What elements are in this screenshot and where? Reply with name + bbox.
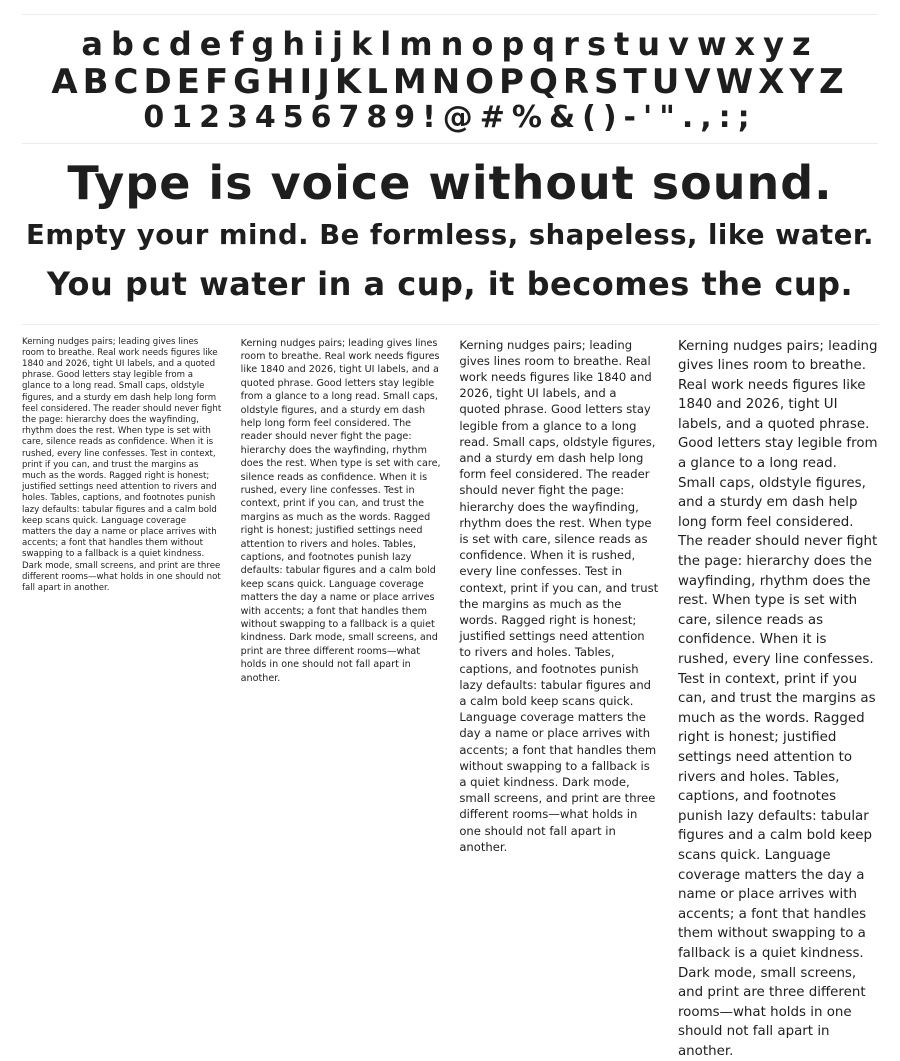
body-sample-smallest: Kerning nudges pairs; leading gives lines room to breathe. Real work needs figures like 1840 and 2026, tight UI labels, and a quoted phrase. Good letters stay legible from a glance to a long read. Small caps, oldstyle figures, and a sturdy em dash help long form feel considered. The reader should never fight the page: hierarchy does the wayfinding, rhythm does the rest. When type is set with care, silence reads as confidence. When it is rushed, every line confesses. Test in context, print if you can, and trust the margins as much as the words. Ragged right is honest; justified settings need attention to rivers and holes. Tables, captions, and footnotes punish lazy defaults: tabular figures and a calm bold keep scans quick. Language coverage matters the day a name or place arrives with accents; a font that handles them without swapping to a fallback is a quiet kindness. Dark mode, small screens, and print are three different rooms—what holds in one should not fall apart in another. <box>22 336 222 593</box>
uppercase-alphabet: ABCDEFGHIJKLMNOPQRSTUVWXYZ <box>51 61 849 102</box>
text-size-waterfall <box>22 325 878 1059</box>
body-sample-small: Kerning nudges pairs; leading gives lines room to breathe. Real work needs figures like 1840 and 2026, tight UI labels, and a quoted phrase. Good letters stay legible from a glance to a long read. Small caps, oldstyle figures, and a sturdy em dash help long form feel considered. The reader should never fight the page: hierarchy does the wayfinding, rhythm does the rest. When type is set with care, silence reads as confidence. When it is rushed, every line confesses. Test in context, print if you can, and trust the margins as much as the words. Ragged right is honest; justified settings need attention to rivers and holes. Tables, captions, and footnotes punish lazy defaults: tabular figures and a calm bold keep scans quick. Language coverage matters the day a name or place arrives with accents; a font that handles them without swapping to a fallback is a quiet kindness. Dark mode, small screens, and print are three different rooms—what holds in one should not fall apart in another. <box>240 337 441 684</box>
glyph-set <box>22 15 878 143</box>
body-sample-medium: Kerning nudges pairs; leading gives lines room to breathe. Real work needs figures like 1840 and 2026, tight UI labels, and a quoted phrase. Good letters stay legible from a glance to a long read. Small caps, oldstyle figures, and a sturdy em dash help long form feel considered. The reader should never fight the page: hierarchy does the wayfinding, rhythm does the rest. When type is set with care, silence reads as confidence. When it is rushed, every line confesses. Test in context, print if you can, and trust the margins as much as the words. Ragged right is honest; justified settings need attention to rivers and holes. Tables, captions, and footnotes punish lazy defaults: tabular figures and a calm bold keep scans quick. Language coverage matters the day a name or place arrives with accents; a font that handles them without swapping to a fallback is a quiet kindness. Dark mode, small screens, and print are three different rooms—what holds in one should not fall apart in another. <box>459 337 659 854</box>
display-sample <box>22 144 878 324</box>
display-headline: Type is voice without sound. <box>67 155 833 210</box>
figures-and-punctuation: 0123456789!@#%&()-'".,:; <box>143 99 757 135</box>
lowercase-alphabet: abcdefghijklmnopqrstuvwxyz <box>81 25 819 63</box>
display-line-3: You put water in a cup, it becomes the cup. <box>46 264 854 303</box>
display-line-2: Empty your mind. Be formless, shapeless, like water. <box>26 218 874 251</box>
body-sample-large: Kerning nudges pairs; leading gives lines room to breathe. Real work needs figures like 1840 and 2026, tight UI labels, and a quoted phrase. Good letters stay legible from a glance to a long read. Small caps, oldstyle figures, and a sturdy em dash help long form feel considered. The reader should never fight the page: hierarchy does the wayfinding, rhythm does the rest. When type is set with care, silence reads as confidence. When it is rushed, every line confesses. Test in context, print if you can, and trust the margins as much as the words. Ragged right is honest; justified settings need attention to rivers and holes. Tables, captions, and footnotes punish lazy defaults: tabular figures and a calm bold keep scans quick. Language coverage matters the day a name or place arrives with accents; a font that handles them without swapping to a fallback is a quiet kindness. Dark mode, small screens, and print are three different rooms—what holds in one should not fall apart in another. <box>677 338 878 1059</box>
